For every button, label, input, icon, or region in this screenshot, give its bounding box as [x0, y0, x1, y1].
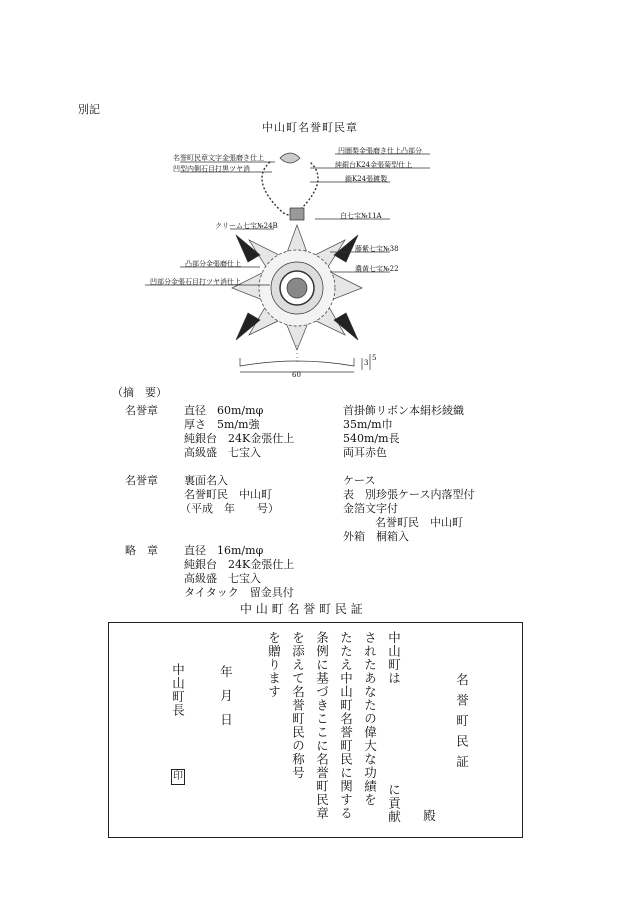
section1-right-4: 両耳赤色 [343, 446, 387, 459]
label-left-3: クリーム七宝№24B [215, 222, 278, 230]
section1-right-3: 540m/m長 [343, 432, 400, 445]
certificate-box [108, 622, 523, 838]
section1-left-4: 高級盛 七宝入 [184, 446, 261, 459]
section2-right-3: 金箔文字付 [343, 502, 398, 515]
section1-left-1: 直径 60m/mφ [184, 404, 264, 417]
label-right-1: 円圏梨金張磨き仕上凸部分 [338, 147, 422, 155]
section3-left-1: 直径 16m/mφ [184, 544, 264, 557]
date-month: 月 [218, 689, 234, 703]
section1-left-2: 厚さ 5m/m強 [184, 418, 260, 431]
section1-label: 名誉章 [125, 404, 158, 417]
dim-thickness-a: 3 [364, 359, 369, 367]
dim-thickness-b: 5 [372, 354, 377, 362]
body-line-3: たたえ中山町名誉町民に関する [338, 631, 354, 820]
section2-left-2: 名誉町民 中山町 [184, 488, 272, 501]
date-year: 年 [218, 665, 234, 679]
label-right-3: 鎖K24張鍍製 [345, 175, 388, 183]
section1-right-1: 首掛飾リボン本絹杉綾織 [343, 404, 464, 417]
section3-left-2: 純銀台 24K金張仕上 [184, 558, 295, 571]
body-line-6: を贈ります [266, 631, 282, 699]
label-left-4: 凸部分金張磨仕上 [185, 260, 241, 268]
koken-label: に貢献 [386, 783, 402, 824]
signer: 中山町長 [170, 663, 186, 717]
label-left-5: 凹部分金張石目打ツヤ消仕上 [150, 278, 241, 286]
section2-left-1: 裏面名入 [184, 474, 228, 487]
label-left-2: 凹型内側石目打黒ツヤ消 [173, 165, 250, 173]
label-left-1: 名誉町民章文字金張磨き仕上 [173, 154, 264, 162]
betsuki-label: 別記 [78, 103, 100, 116]
dim-width: 60 [292, 371, 301, 379]
label-right-6: 濃黄七宝№22 [355, 265, 399, 273]
label-right-4: 白七宝№11A [340, 212, 382, 220]
section1-right-2: 35m/m巾 [343, 418, 393, 431]
body-line-1: 中山町は [386, 631, 402, 685]
seal-mark: 印 [171, 769, 185, 785]
section2-right-2: 表 別珍張ケース内落型付 [343, 488, 475, 501]
section2-left-3: （平成 年 号） [180, 502, 279, 515]
section3-label: 略 章 [125, 544, 158, 557]
body-line-5: を添えて名誉町民の称号 [290, 631, 306, 780]
dono-label: 殿 [421, 809, 437, 823]
body-line-4: 条例に基づきここに名誉町民章 [314, 631, 330, 820]
section1-left-3: 純銀台 24K金張仕上 [184, 432, 295, 445]
certificate-title: 名誉町民証 [454, 673, 470, 776]
medal-diagram [140, 140, 440, 380]
label-right-5: 藤紫七宝№38 [355, 245, 399, 253]
certificate-heading: 中 山 町 名 誉 町 民 証 [240, 602, 363, 616]
section3-left-4: タイタック 留金具付 [184, 586, 294, 599]
section2-right-4: 名誉町民 中山町 [375, 516, 463, 529]
date-day: 日 [218, 713, 234, 727]
section2-right-1: ケース [343, 474, 376, 487]
label-right-2: 純銀台K24金張菊型仕上 [335, 161, 413, 169]
body-line-2: されたあなたの偉大な功績を [362, 631, 378, 807]
section2-label: 名誉章 [125, 474, 158, 487]
section2-right-5: 外箱 桐箱入 [343, 530, 409, 543]
section3-left-3: 高級盛 七宝入 [184, 572, 261, 585]
summary-heading: （摘 要） [112, 386, 167, 399]
page-title: 中山町名誉町民章 [262, 121, 358, 134]
